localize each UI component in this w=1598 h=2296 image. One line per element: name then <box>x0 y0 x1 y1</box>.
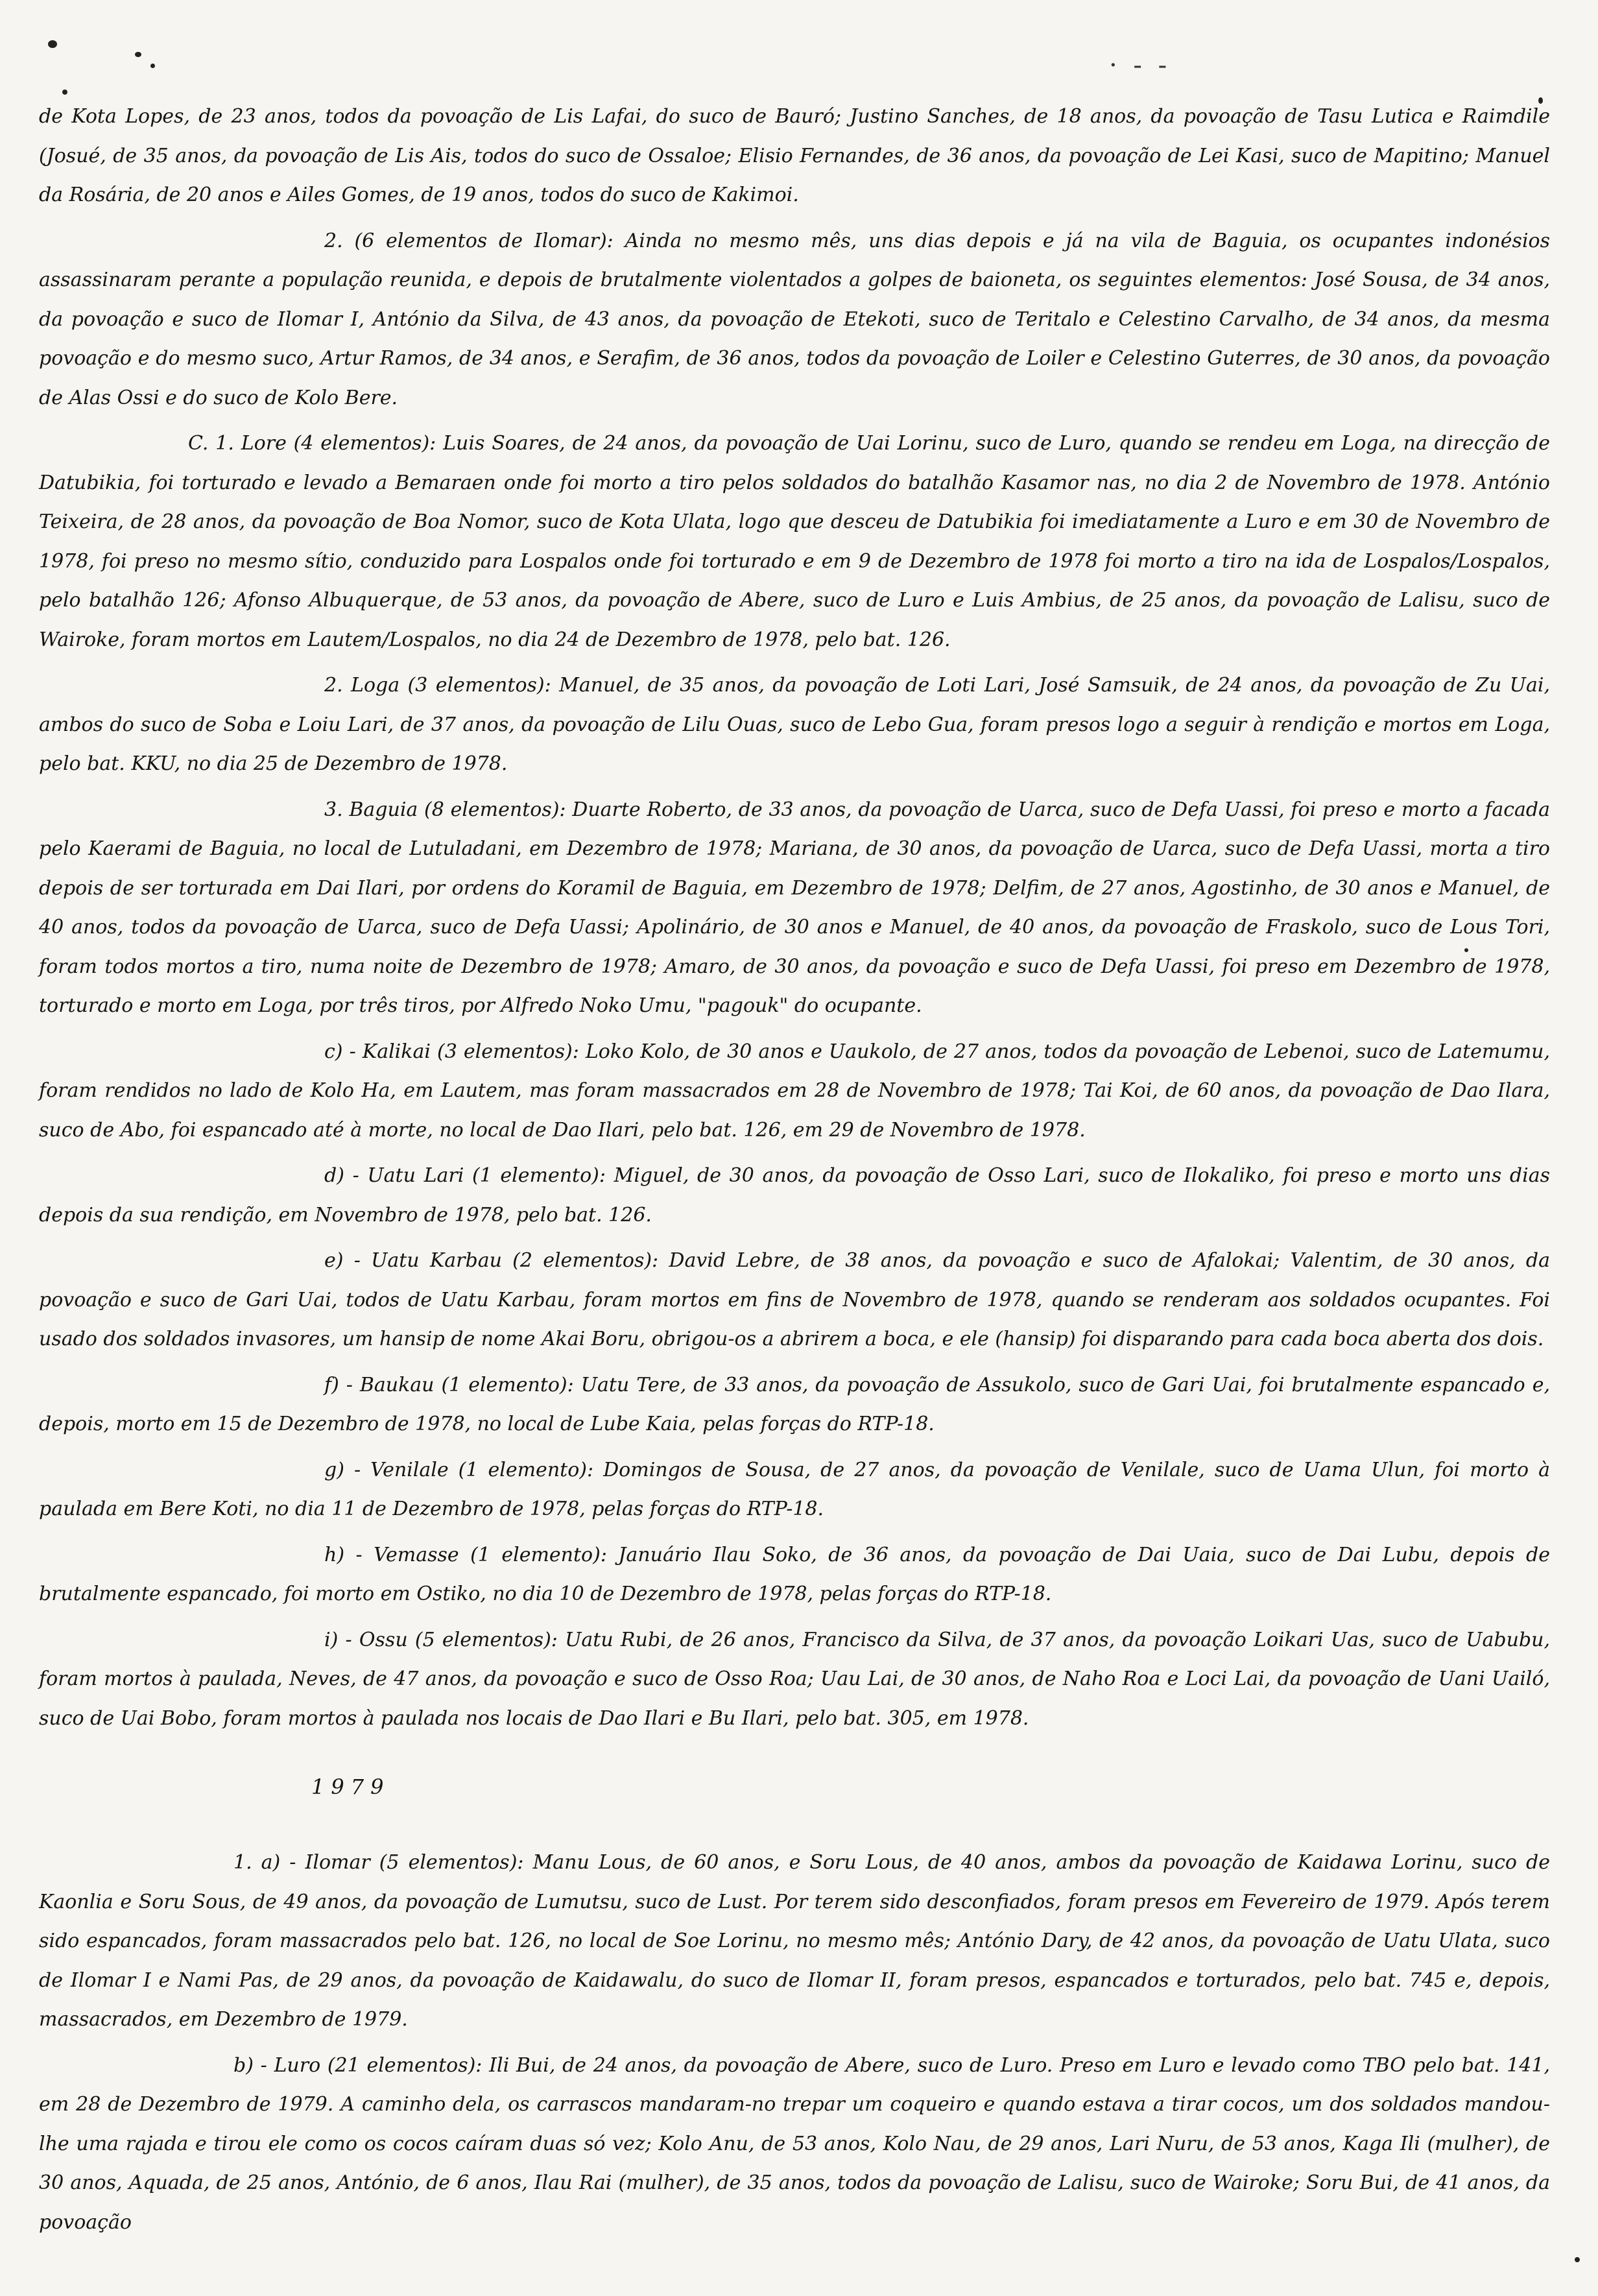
scan-speck <box>1538 97 1543 104</box>
paragraph-h-vemasse: h) - Vemasse (1 elemento): Januário Ilau Soko, de 36 anos, da povoação de Dai Uaia, suco de Dai Lubu, depois de brutalmente espancado, foi morto em Ostiko, no dia 10 de Dezembro de 1978, pelas forças do RTP-18. <box>39 1543 1550 1605</box>
document-body <box>39 97 1550 2242</box>
paragraph-d-uatu-lari: d) - Uatu Lari (1 elemento): Miguel, de 30 anos, da povoação de Osso Lari, suco de Ilokaliko, foi preso e morto uns dias depois da sua rendição, em Novembro de 1978, pelo bat. 126. <box>39 1164 1550 1226</box>
scan-speck <box>1575 2257 1580 2262</box>
header-mark: · - - <box>1109 51 1171 80</box>
paragraph-c1-lore: C. 1. Lore (4 elementos): Luis Soares, de 24 anos, da povoação de Uai Lorinu, suco de Luro, quando se rendeu em Loga, na direcção de Datubikia, foi torturado e levado a Bemaraen onde foi morto a tiro pelos soldados do batalhão Kasamor nas, no dia 2 de Novembro de 1978. António Teixeira, de 28 anos, da povoação de Boa Nomor, suco de Kota Ulata, logo que desceu de Datubikia foi imediatamente a Luro e em 30 de Novembro de 1978, foi preso no mesmo sítio, conduzido para Lospalos onde foi torturado e em 9 de Dezembro de 1978 foi morto a tiro na ida de Lospalos/Lospalos, pelo batalhão 126; Afonso Albuquerque, de 53 anos, da povoação de Abere, suco de Luro e Luis Ambius, de 25 anos, da povoação de Lalisu, suco de Wairoke, foram mortos em Lautem/Lospalos, no dia 24 de Dezembro de 1978, pelo bat. 126. <box>39 432 1550 651</box>
paragraph-i-ossu: i) - Ossu (5 elementos): Uatu Rubi, de 26 anos, Francisco da Silva, de 37 anos, da povoação Loikari Uas, suco de Uabubu, foram mortos à paulada, Neves, de 47 anos, da povoação e suco de Osso Roa; Uau Lai, de 30 anos, de Naho Roa e Loci Lai, da povoação de Uani Uailó, suco de Uai Bobo, foram mortos à paulada nos locais de Dao Ilari e Bu Ilari, pelo bat. 305, em 1978. <box>39 1628 1550 1730</box>
paragraph-intro: de Kota Lopes, de 23 anos, todos da povoação de Lis Lafai, do suco de Bauró; Justino Sanches, de 18 anos, da povoação de Tasu Lutica e Raimdile (Josué, de 35 anos, da povoação de Lis Ais, todos do suco de Ossaloe; Elisio Fernandes, de 36 anos, da povoação de Lei Kasi, suco de Mapitino; Manuel da Rosária, de 20 anos e Ailes Gomes, de 19 anos, todos do suco de Kakimoi. <box>39 105 1550 206</box>
paragraph-c2-loga: 2. Loga (3 elementos): Manuel, de 35 anos, da povoação de Loti Lari, José Samsuik, de 24 anos, da povoação de Zu Uai, ambos do suco de Soba e Loiu Lari, de 37 anos, da povoação de Lilu Ouas, suco de Lebo Gua, foram presos logo a seguir à rendição e mortos em Loga, pelo bat. KKU, no dia 25 de Dezembro de 1978. <box>39 674 1550 775</box>
scan-speck <box>1464 948 1468 952</box>
paragraph-g-venilale: g) - Venilale (1 elemento): Domingos de Sousa, de 27 anos, da povoação de Venilale, suco de Uama Ulun, foi morto à paulada em Bere Koti, no dia 11 de Dezembro de 1978, pelas forças do RTP-18. <box>39 1458 1550 1520</box>
year-heading: 1979 <box>311 1775 390 1799</box>
scan-speck <box>48 40 57 48</box>
scan-speck <box>135 52 141 57</box>
paragraph-1979-ilomar: 1. a) - Ilomar (5 elementos): Manu Lous, de 60 anos, e Soru Lous, de 40 anos, ambos da povoação de Kaidawa Lorinu, suco de Kaonlia e Soru Sous, de 49 anos, da povoação de Lumutsu, suco de Lust. Por terem sido desconfiados, foram presos em Fevereiro de 1979. Após terem sido espancados, foram massacrados pelo bat. 126, no local de Soe Lorinu, no mesmo mês; António Dary, de 42 anos, da povoação de Uatu Ulata, suco de Ilomar I e Nami Pas, de 29 anos, da povoação de Kaidawalu, do suco de Ilomar II, foram presos, espancados e torturados, pelo bat. 745 e, depois, massacrados, em Dezembro de 1979. <box>39 1851 1550 2031</box>
paragraph-e-uatu-karbau: e) - Uatu Karbau (2 elementos): David Lebre, de 38 anos, da povoação e suco de Afalokai; Valentim, de 30 anos, da povoação e suco de Gari Uai, todos de Uatu Karbau, foram mortos em fins de Novembro de 1978, quando se renderam aos soldados ocupantes. Foi usado dos soldados invasores, um hansip de nome Akai Boru, obrigou-os a abrirem a boca, e ele (hansip) foi disparando para cada boca aberta dos dois. <box>39 1249 1550 1350</box>
paragraph-c-kalikai: c) - Kalikai (3 elementos): Loko Kolo, de 30 anos e Uaukolo, de 27 anos, todos da povoação de Lebenoi, suco de Latemumu, foram rendidos no lado de Kolo Ha, em Lautem, mas foram massacrados em 28 de Novembro de 1978; Tai Koi, de 60 anos, da povoação de Dao Ilara, suco de Abo, foi espancado até à morte, no local de Dao Ilari, pelo bat. 126, em 29 de Novembro de 1978. <box>39 1040 1550 1142</box>
scan-speck <box>150 64 155 68</box>
paragraph-b2-ilomar: 2. (6 elementos de Ilomar): Ainda no mesmo mês, uns dias depois e já na vila de Baguia, os ocupantes indonésios assassinaram perante a população reunida, e depois de brutalmente violentados a golpes de baioneta, os seguintes elementos: José Sousa, de 34 anos, da povoação e suco de Ilomar I, António da Silva, de 43 anos, da povoação de Etekoti, suco de Teritalo e Celestino Carvalho, de 34 anos, da mesma povoação e do mesmo suco, Artur Ramos, de 34 anos, e Serafim, de 36 anos, todos da povoação de Loiler e Celestino Guterres, de 30 anos, da povoação de Alas Ossi e do suco de Kolo Bere. <box>39 229 1550 409</box>
scan-speck <box>62 90 67 95</box>
paragraph-1979-luro: b) - Luro (21 elementos): Ili Bui, de 24 anos, da povoação de Abere, suco de Luro. Preso em Luro e levado como TBO pelo bat. 141, em 28 de Dezembro de 1979. A caminho dela, os carrascos mandaram-no trepar um coqueiro e quando estava a tirar cocos, um dos soldados mandou-lhe uma rajada e tirou ele como os cocos caíram duas só vez; Kolo Anu, de 53 anos, Kolo Nau, de 29 anos, Lari Nuru, de 53 anos, Kaga Ili (mulher), de 30 anos, Aquada, de 25 anos, António, de 6 anos, Ilau Rai (mulher), de 35 anos, todos da povoação de Lalisu, suco de Wairoke; Soru Bui, de 41 anos, da povoação <box>39 2053 1550 2234</box>
paragraph-f-baukau: f) - Baukau (1 elemento): Uatu Tere, de 33 anos, da povoação de Assukolo, suco de Gari Uai, foi brutalmente espancado e, depois, morto em 15 de Dezembro de 1978, no local de Lube Kaia, pelas forças do RTP-18. <box>39 1373 1550 1435</box>
paragraph-c3-baguia: 3. Baguia (8 elementos): Duarte Roberto, de 33 anos, da povoação de Uarca, suco de Defa Uassi, foi preso e morto a facada pelo Kaerami de Baguia, no local de Lutuladani, em Dezembro de 1978; Mariana, de 30 anos, da povoação de Uarca, suco de Defa Uassi, morta a tiro depois de ser torturada em Dai Ilari, por ordens do Koramil de Baguia, em Dezembro de 1978; Delfim, de 27 anos, Agostinho, de 30 anos e Manuel, de 40 anos, todos da povoação de Uarca, suco de Defa Uassi; Apolinário, de 30 anos e Manuel, de 40 anos, da povoação de Fraskolo, suco de Lous Tori, foram todos mortos a tiro, numa noite de Dezembro de 1978; Amaro, de 30 anos, da povoação e suco de Defa Uassi, foi preso em Dezembro de 1978, torturado e morto em Loga, por três tiros, por Alfredo Noko Umu, "pagouk" do ocupante. <box>39 798 1550 1017</box>
